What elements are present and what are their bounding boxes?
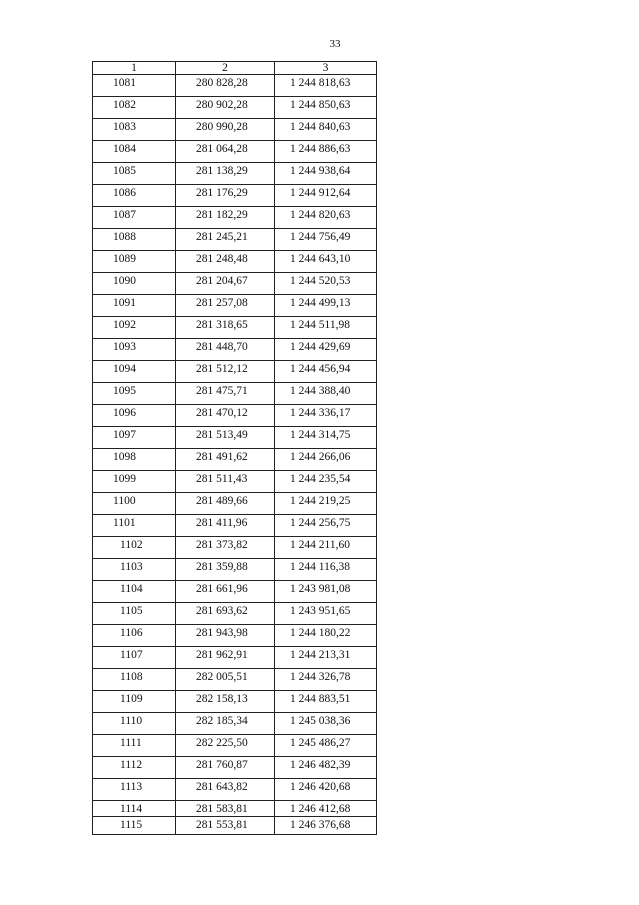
x-coordinate-cell: 281 318,65 (176, 317, 275, 339)
y-coordinate-cell: 1 246 482,39 (275, 757, 377, 779)
table-row (93, 339, 377, 361)
y-coordinate-cell: 1 244 456,94 (275, 361, 377, 383)
y-coordinate-cell: 1 243 951,65 (275, 603, 377, 625)
table-row (93, 817, 377, 835)
point-number-cell: 1101 (93, 515, 176, 537)
point-number-cell: 1110 (93, 713, 176, 735)
x-coordinate-cell: 281 643,82 (176, 779, 275, 801)
y-coordinate-cell: 1 244 850,63 (275, 97, 377, 119)
x-coordinate-cell: 281 943,98 (176, 625, 275, 647)
table-header (93, 62, 377, 75)
y-coordinate-cell: 1 244 211,60 (275, 537, 377, 559)
point-number-cell: 1083 (93, 119, 176, 141)
x-coordinate-cell: 280 990,28 (176, 119, 275, 141)
x-coordinate-cell: 281 491,62 (176, 449, 275, 471)
y-coordinate-cell: 1 244 499,13 (275, 295, 377, 317)
point-number-cell: 1087 (93, 207, 176, 229)
table-row (93, 405, 377, 427)
point-number-cell: 1081 (93, 75, 176, 97)
y-coordinate-cell: 1 244 266,06 (275, 449, 377, 471)
y-coordinate-cell: 1 244 219,25 (275, 493, 377, 515)
x-coordinate-cell: 281 489,66 (176, 493, 275, 515)
y-coordinate-cell: 1 244 840,63 (275, 119, 377, 141)
point-number-cell: 1085 (93, 163, 176, 185)
x-coordinate-cell: 281 553,81 (176, 817, 275, 835)
point-number-cell: 1109 (93, 691, 176, 713)
table-row (93, 163, 377, 185)
x-coordinate-cell: 281 064,28 (176, 141, 275, 163)
table-row (93, 97, 377, 119)
table-row (93, 625, 377, 647)
header-y-coordinate: 3 (275, 62, 377, 75)
x-coordinate-cell: 281 760,87 (176, 757, 275, 779)
table-row (93, 427, 377, 449)
x-coordinate-cell: 281 962,91 (176, 647, 275, 669)
x-coordinate-cell: 282 225,50 (176, 735, 275, 757)
y-coordinate-cell: 1 244 116,38 (275, 559, 377, 581)
x-coordinate-cell: 282 185,34 (176, 713, 275, 735)
point-number-cell: 1093 (93, 339, 176, 361)
x-coordinate-cell: 281 470,12 (176, 405, 275, 427)
y-coordinate-cell: 1 245 038,36 (275, 713, 377, 735)
y-coordinate-cell: 1 244 756,49 (275, 229, 377, 251)
header-point-number: 1 (93, 62, 176, 75)
point-number-cell: 1096 (93, 405, 176, 427)
y-coordinate-cell: 1 244 235,54 (275, 471, 377, 493)
x-coordinate-cell: 282 005,51 (176, 669, 275, 691)
x-coordinate-cell: 281 583,81 (176, 801, 275, 817)
x-coordinate-cell: 281 248,48 (176, 251, 275, 273)
y-coordinate-cell: 1 244 429,69 (275, 339, 377, 361)
header-x-coordinate: 2 (176, 62, 275, 75)
point-number-cell: 1086 (93, 185, 176, 207)
y-coordinate-cell: 1 244 912,64 (275, 185, 377, 207)
y-coordinate-cell: 1 244 886,63 (275, 141, 377, 163)
table-row (93, 669, 377, 691)
y-coordinate-cell: 1 243 981,08 (275, 581, 377, 603)
table-row (93, 691, 377, 713)
x-coordinate-cell: 281 512,12 (176, 361, 275, 383)
y-coordinate-cell: 1 244 213,31 (275, 647, 377, 669)
point-number-cell: 1095 (93, 383, 176, 405)
x-coordinate-cell: 281 245,21 (176, 229, 275, 251)
x-coordinate-cell: 281 373,82 (176, 537, 275, 559)
coordinates-table (92, 61, 377, 835)
page-number: 33 (329, 38, 341, 50)
table-row (93, 515, 377, 537)
table-row (93, 471, 377, 493)
table-row (93, 185, 377, 207)
point-number-cell: 1105 (93, 603, 176, 625)
y-coordinate-cell: 1 244 256,75 (275, 515, 377, 537)
x-coordinate-cell: 281 204,67 (176, 273, 275, 295)
table-row (93, 361, 377, 383)
y-coordinate-cell: 1 246 376,68 (275, 817, 377, 835)
table-body (93, 75, 377, 835)
table-row (93, 229, 377, 251)
point-number-cell: 1084 (93, 141, 176, 163)
point-number-cell: 1115 (93, 817, 176, 835)
point-number-cell: 1108 (93, 669, 176, 691)
y-coordinate-cell: 1 244 336,17 (275, 405, 377, 427)
table-row (93, 295, 377, 317)
point-number-cell: 1114 (93, 801, 176, 817)
point-number-cell: 1088 (93, 229, 176, 251)
x-coordinate-cell: 281 257,08 (176, 295, 275, 317)
table-row (93, 559, 377, 581)
table-row (93, 603, 377, 625)
x-coordinate-cell: 280 828,28 (176, 75, 275, 97)
point-number-cell: 1106 (93, 625, 176, 647)
point-number-cell: 1100 (93, 493, 176, 515)
table-row (93, 317, 377, 339)
point-number-cell: 1104 (93, 581, 176, 603)
table-row (93, 251, 377, 273)
header-row (93, 62, 377, 75)
table-row (93, 493, 377, 515)
y-coordinate-cell: 1 244 511,98 (275, 317, 377, 339)
point-number-cell: 1102 (93, 537, 176, 559)
table-row (93, 537, 377, 559)
point-number-cell: 1091 (93, 295, 176, 317)
table-row (93, 779, 377, 801)
y-coordinate-cell: 1 244 180,22 (275, 625, 377, 647)
y-coordinate-cell: 1 244 326,78 (275, 669, 377, 691)
point-number-cell: 1098 (93, 449, 176, 471)
y-coordinate-cell: 1 244 520,53 (275, 273, 377, 295)
x-coordinate-cell: 281 138,29 (176, 163, 275, 185)
point-number-cell: 1092 (93, 317, 176, 339)
x-coordinate-cell: 281 513,49 (176, 427, 275, 449)
point-number-cell: 1103 (93, 559, 176, 581)
table-row (93, 383, 377, 405)
x-coordinate-cell: 281 182,29 (176, 207, 275, 229)
table-row (93, 207, 377, 229)
x-coordinate-cell: 280 902,28 (176, 97, 275, 119)
y-coordinate-cell: 1 245 486,27 (275, 735, 377, 757)
x-coordinate-cell: 281 359,88 (176, 559, 275, 581)
table-row (93, 273, 377, 295)
point-number-cell: 1112 (93, 757, 176, 779)
point-number-cell: 1082 (93, 97, 176, 119)
table-row (93, 141, 377, 163)
x-coordinate-cell: 281 411,96 (176, 515, 275, 537)
point-number-cell: 1089 (93, 251, 176, 273)
table-row (93, 713, 377, 735)
y-coordinate-cell: 1 244 938,64 (275, 163, 377, 185)
table-row (93, 801, 377, 817)
x-coordinate-cell: 281 475,71 (176, 383, 275, 405)
table-row (93, 735, 377, 757)
point-number-cell: 1097 (93, 427, 176, 449)
table-row (93, 75, 377, 97)
y-coordinate-cell: 1 244 820,63 (275, 207, 377, 229)
y-coordinate-cell: 1 244 883,51 (275, 691, 377, 713)
point-number-cell: 1094 (93, 361, 176, 383)
point-number-cell: 1111 (93, 735, 176, 757)
x-coordinate-cell: 281 511,43 (176, 471, 275, 493)
point-number-cell: 1090 (93, 273, 176, 295)
y-coordinate-cell: 1 244 818,63 (275, 75, 377, 97)
y-coordinate-cell: 1 244 314,75 (275, 427, 377, 449)
x-coordinate-cell: 281 448,70 (176, 339, 275, 361)
point-number-cell: 1113 (93, 779, 176, 801)
x-coordinate-cell: 282 158,13 (176, 691, 275, 713)
table-row (93, 119, 377, 141)
y-coordinate-cell: 1 244 388,40 (275, 383, 377, 405)
y-coordinate-cell: 1 246 420,68 (275, 779, 377, 801)
x-coordinate-cell: 281 176,29 (176, 185, 275, 207)
x-coordinate-cell: 281 661,96 (176, 581, 275, 603)
y-coordinate-cell: 1 244 643,10 (275, 251, 377, 273)
table-row (93, 581, 377, 603)
y-coordinate-cell: 1 246 412,68 (275, 801, 377, 817)
table-row (93, 757, 377, 779)
table-row (93, 647, 377, 669)
x-coordinate-cell: 281 693,62 (176, 603, 275, 625)
point-number-cell: 1099 (93, 471, 176, 493)
point-number-cell: 1107 (93, 647, 176, 669)
table-row (93, 449, 377, 471)
